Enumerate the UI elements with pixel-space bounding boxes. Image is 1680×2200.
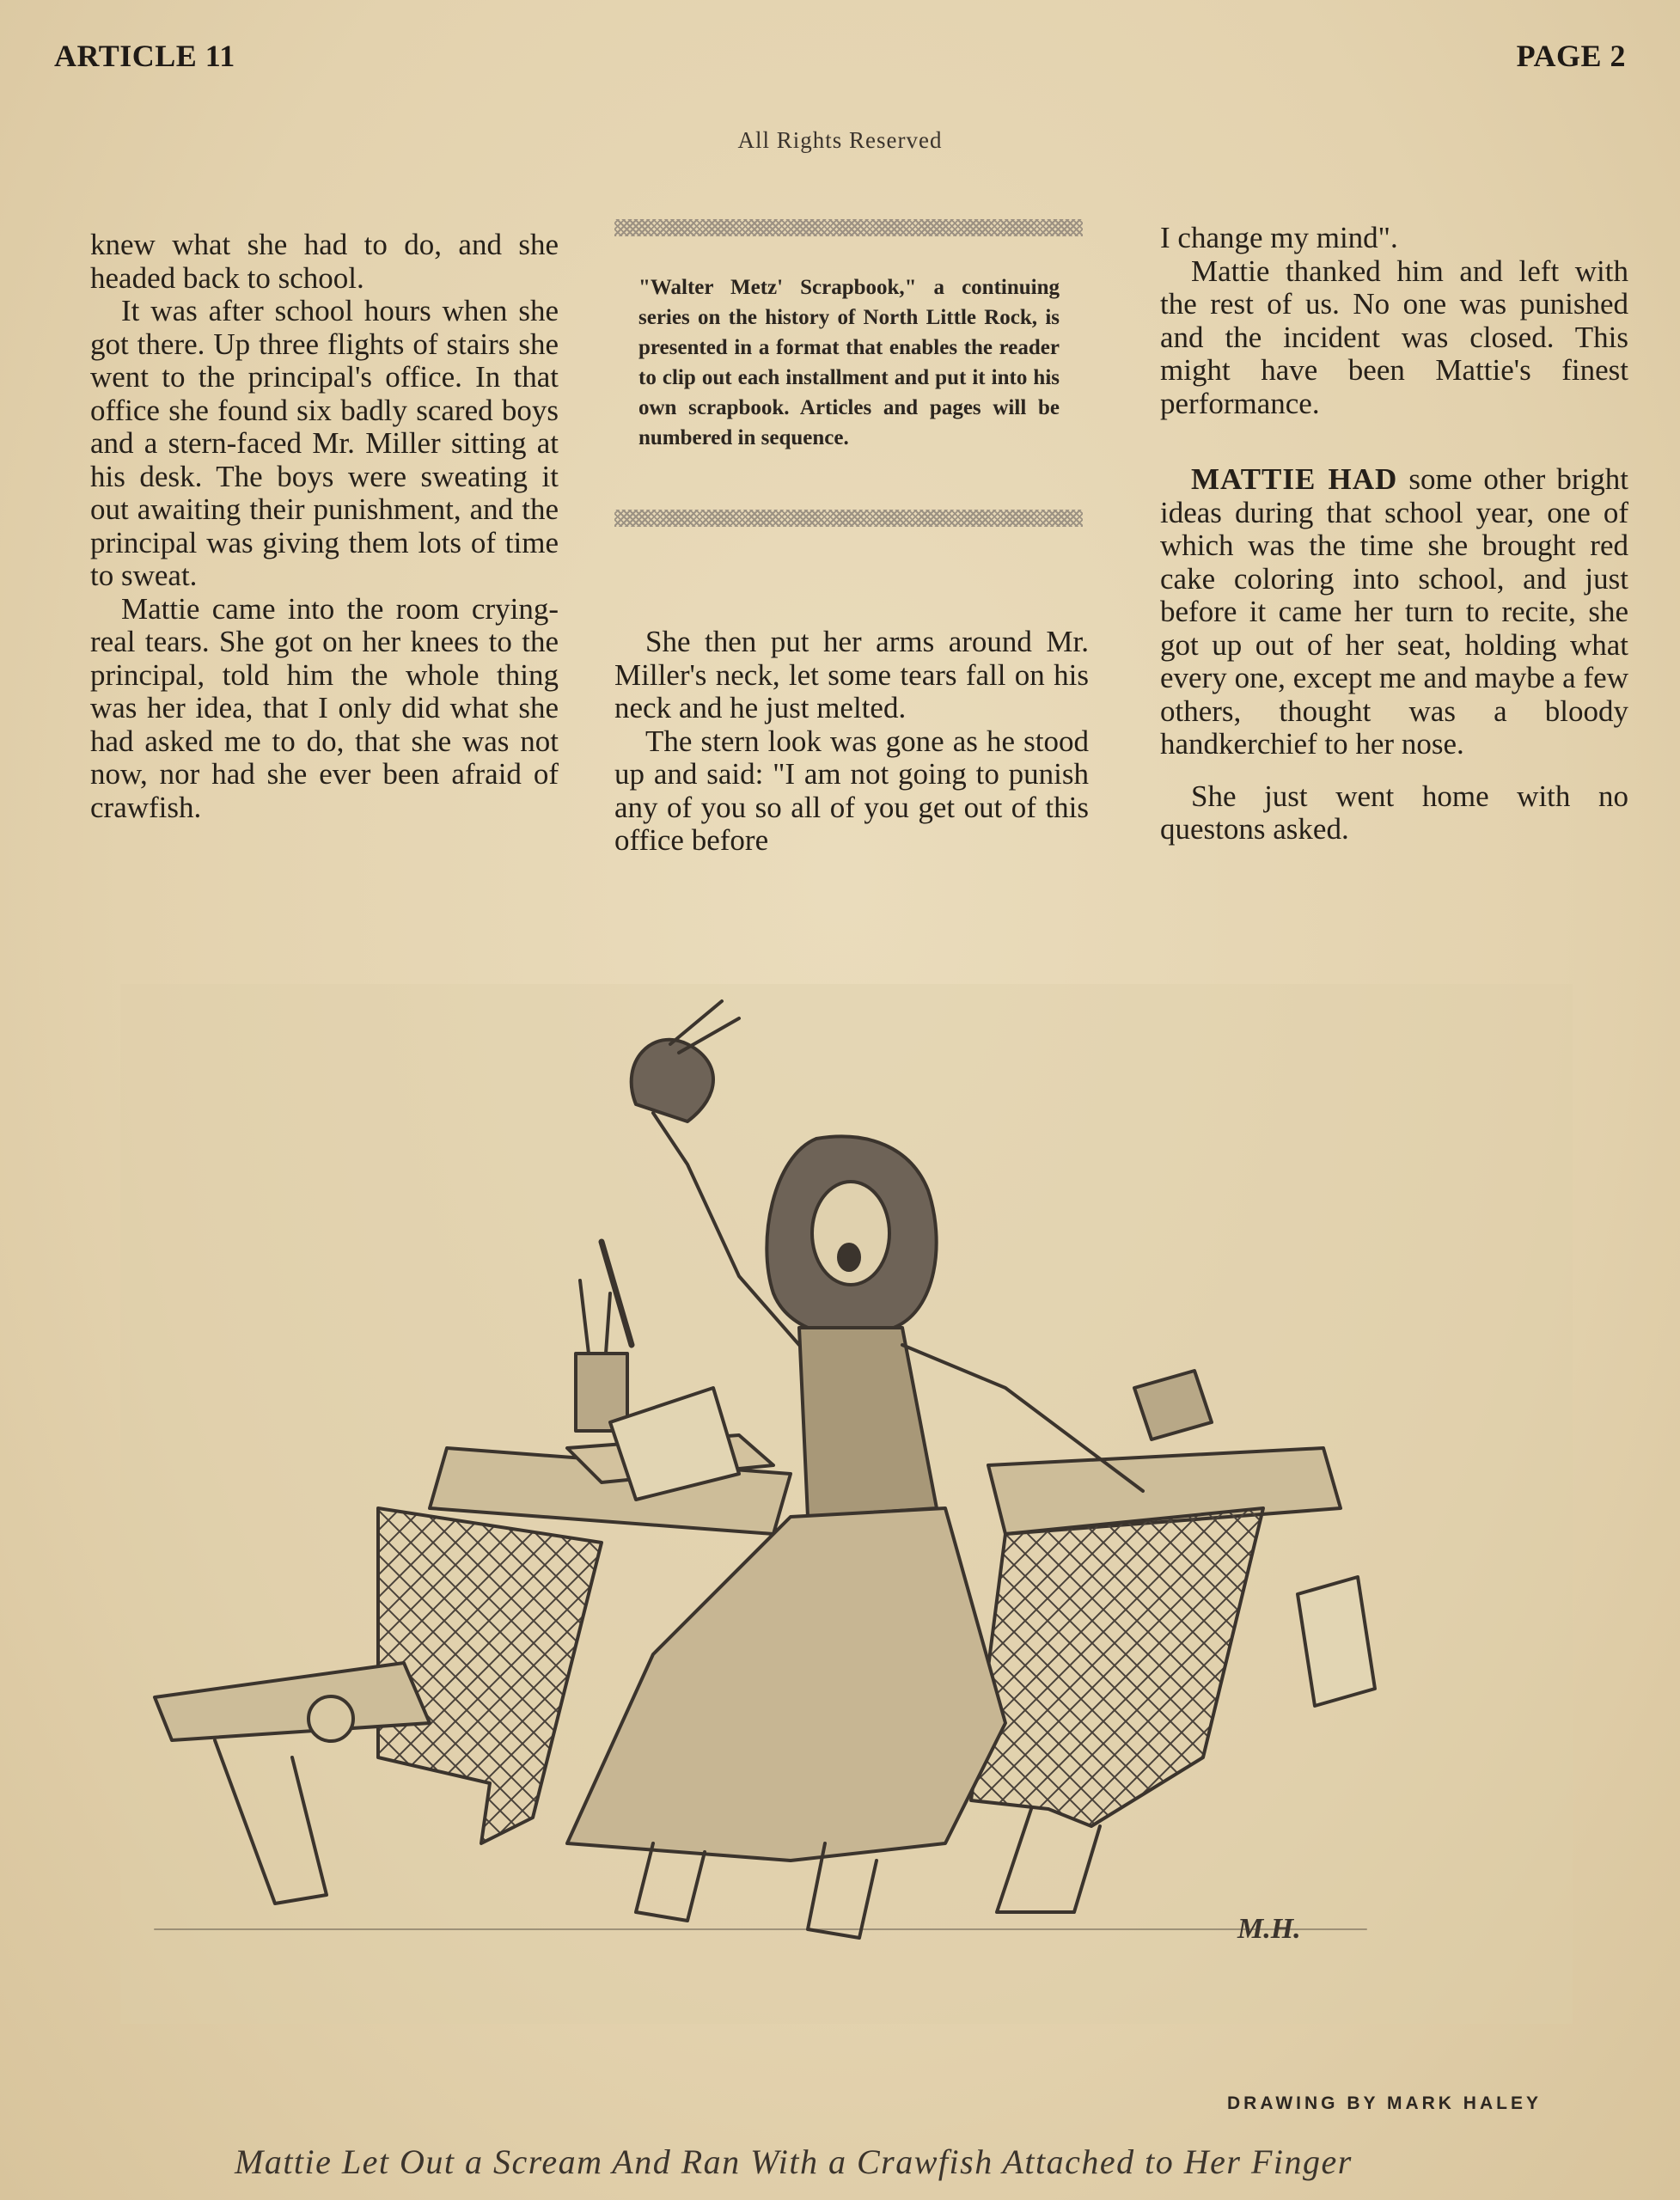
paragraph: It was after school hours when she got there. Up three flights of stairs she went to the principal's office. In that office she found six badly scared boys and a stern-faced Mr. Miller sitting at his desk. The boys were sweating it out awaiting their punishment, and the principal was giving them lots of time to sweat. xyxy=(90,294,559,592)
left-desk-bolt xyxy=(309,1696,353,1741)
paragraph xyxy=(1160,463,1628,761)
series-info-text: "Walter Metz' Scrapbook," a continuing series on the history of North Little Rock, is presented in a format that enables the reader to clip out each installment and put it into his own scrapbook. Articles and pages will be numbered in sequence. xyxy=(638,276,1060,449)
artist-signature: M.H. xyxy=(1237,1913,1301,1945)
paragraph: I change my mind". xyxy=(1160,221,1398,254)
page-number: PAGE 2 xyxy=(1516,39,1626,73)
paragraph: Mattie came into the room crying-real tears. She got on her knees to the principal, told him the whole thing was her idea, that I only did what she had asked me to do, that she was not now, nor had she ever been afraid of crawfish. xyxy=(90,591,559,824)
paragraph: knew what she had to do, and she headed back to school. xyxy=(90,228,559,295)
paragraph: The stern look was gone as he stood up and said: "I am not going to punish any of you so all of you get out of this office before xyxy=(614,724,1089,857)
girl-mouth xyxy=(839,1244,859,1270)
illustration-caption: Mattie Let Out a Scream And Ran With a Crawfish Attached to Her Finger xyxy=(235,2142,1353,2181)
illustration-drawing xyxy=(120,984,1573,2024)
paragraph: She just went home with no questons asked. xyxy=(1160,779,1628,846)
hatch-rule-top xyxy=(614,219,1083,236)
series-info-box xyxy=(614,219,1083,527)
rights-notice: All Rights Reserved xyxy=(737,127,943,153)
paragraph: She then put her arms around Mr. Miller's neck, let some tears fall on his neck and he just melted. xyxy=(614,625,1089,724)
article-column-3 xyxy=(1160,222,1628,846)
drawing-credit: DRAWING BY MARK HALEY xyxy=(1227,2093,1542,2113)
article-column-2 xyxy=(614,626,1089,858)
article-number: ARTICLE 11 xyxy=(54,39,235,73)
hatch-rule-bottom xyxy=(614,510,1083,527)
section-lead: MATTIE HAD xyxy=(1191,462,1398,496)
paragraph-text: some other bright ideas during that school year, one of which was the time she brought red cake coloring into school, and just before it came her turn to recite, she got up out of her seat, holding what every one, except me and maybe a few others, thought was a bloody handkerchief to her nose. xyxy=(1160,462,1628,761)
article-column-1 xyxy=(90,229,559,824)
paragraph: Mattie thanked him and left with the rest of us. No one was punished and the incident was closed. This might have been Mattie's finest performance. xyxy=(1160,254,1628,420)
